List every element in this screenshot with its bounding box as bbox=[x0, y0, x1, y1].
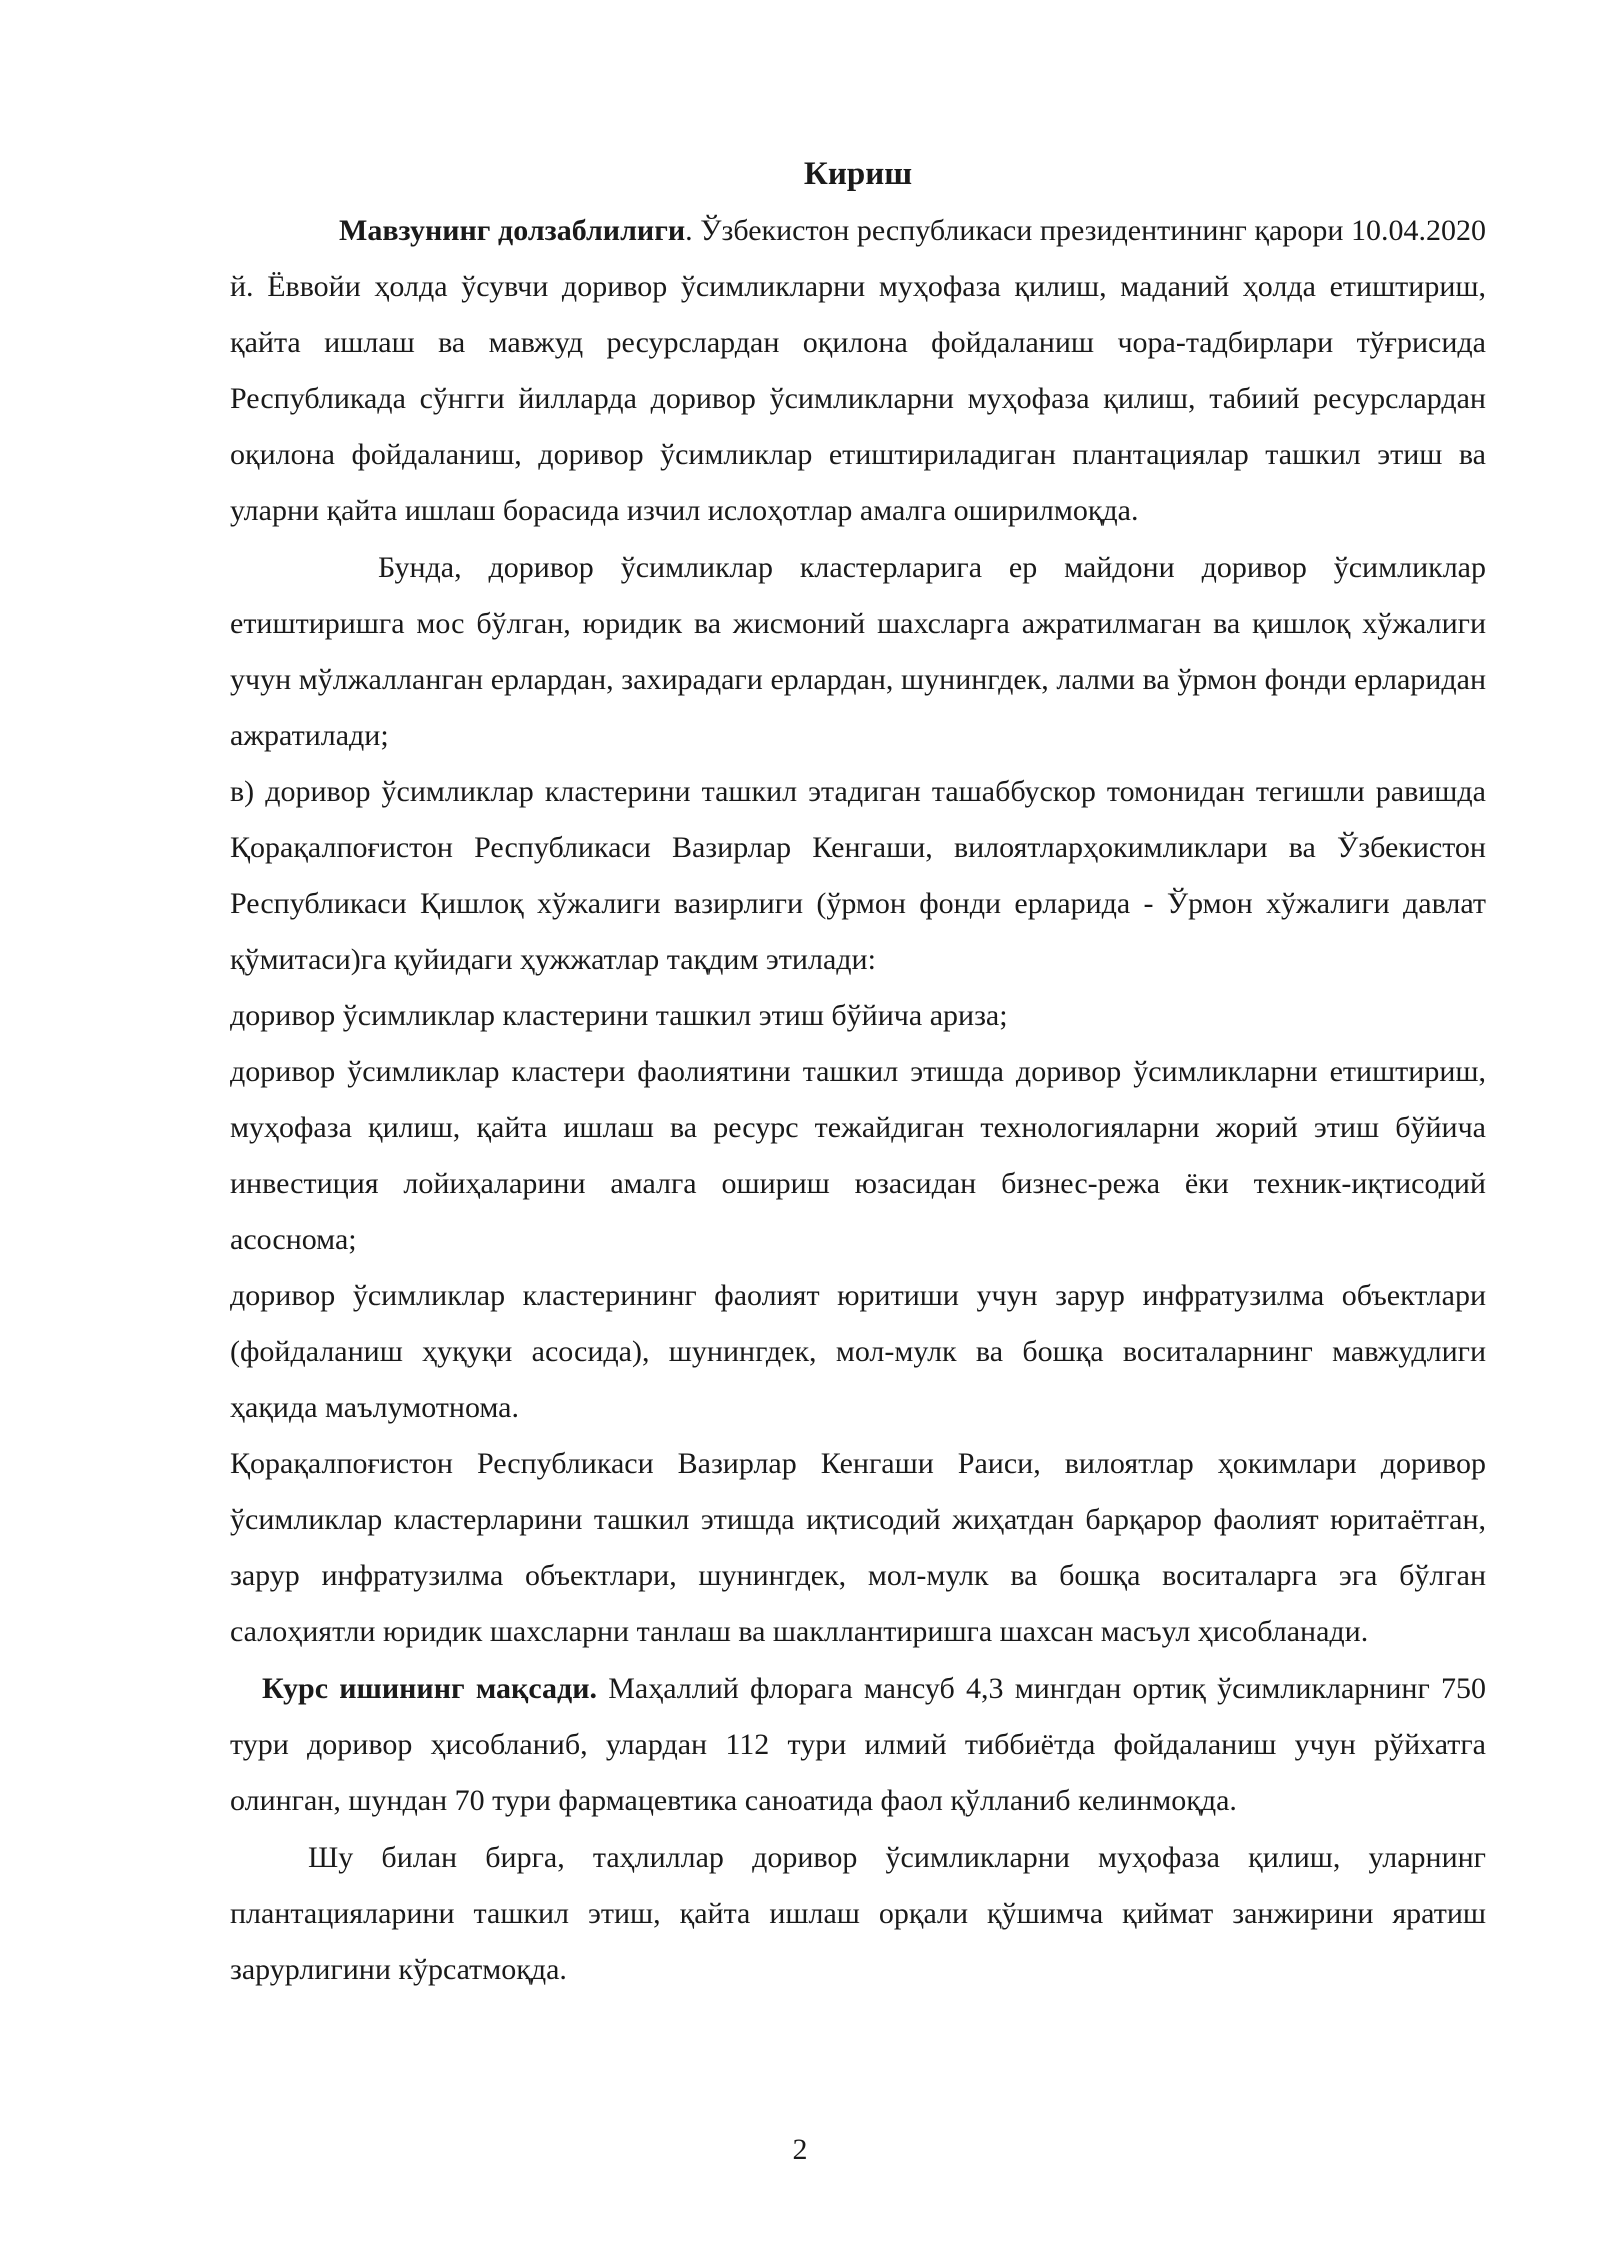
paragraph-course-goal bbox=[230, 1661, 1486, 1829]
page-title: Кириш bbox=[803, 156, 913, 192]
page-content bbox=[230, 148, 1486, 1998]
paragraph-text: Маҳаллий флорага мансуб 4,3 мингдан ортиқ ўсимликларнинг 750 тури доривор ҳисобланиб, улардан 112 тури илмий тиббиётда фойдаланиш учун рўйхатга олинган, шундан 70 тури фармацевтика саноатида фаол қўлланиб келинмоқда. bbox=[230, 1672, 1486, 1817]
paragraph-responsibility: Қорақалпоғистон Республикаси Вазирлар Кенгаши Раиси, вилоятлар ҳокимлари доривор ўсимликлар кластерларини ташкил этишда иқтисодий жиҳатдан барқарор фаолият юритаётган, зарур инфратузилма объектлари, шунингдек, мол-мулк ва бошқа воситаларга эга бўлган салоҳиятли юридик шахсларни танлаш ва шакллантиришга шахсан масъул ҳисобланади. bbox=[230, 1447, 1486, 1648]
paragraph-documents-submission: в) доривор ўсимликлар кластерини ташкил этадиган ташаббускор томонидан тегишли равишда Қорақалпоғистон Республикаси Вазирлар Кенгаши, вилоятларҳокимликлари ва Ўзбекистон Республикаси Қишлоқ хўжалиги вазирлиги (ўрмон фонди ерларида - Ўрмон хўжалиги давлат қўмитаси)га қуйидаги ҳужжатлар тақдим этилади: bbox=[230, 775, 1486, 976]
paragraph-land-allocation: Бунда, доривор ўсимликлар кластерларига ер майдони доривор ўсимликлар етиштиришга мос бўлган, юридик ва жисмоний шахсларга ажратилмаган ва қишлоқ хўжалиги учун мўлжалланган ерлардан, захирадаги ерлардан, шунингдек, лалми ва ўрмон фонди ерларидан ажратилади; bbox=[230, 551, 1486, 752]
list-item-infrastructure-reference: доривор ўсимликлар кластерининг фаолият юритиши учун зарур инфратузилма объектлари (фойдаланиш ҳуқуқи асосида), шунингдек, мол-мулк ва бошқа воситаларнинг мавжудлиги ҳақида маълумотнома. bbox=[230, 1279, 1486, 1424]
list-item-application: доривор ўсимликлар кластерини ташкил этиш бўйича ариза; bbox=[230, 999, 1008, 1032]
paragraph-relevance bbox=[230, 203, 1486, 539]
paragraph-text: . Ўзбекистон республикаси президентининг қарори 10.04.2020 й. Ёввойи ҳолда ўсувчи доривор ўсимликларни муҳофаза қилиш, маданий ҳолда етиштириш, қайта ишлаш ва мавжуд ресурслардан оқилона фойдаланиш чора-тадбирлари тўғрисида Республикада сўнгги йилларда доривор ўсимликларни муҳофаза қилиш, табиий ресурслардан оқилона фойдаланиш, доривор ўсимликлар етиштириладиган плантациялар ташкил этиш ва уларни қайта ишлаш борасида изчил ислоҳотлар амалга оширилмоқда. bbox=[230, 214, 1487, 527]
paragraph-lead-relevance: Мавзунинг долзаблилиги bbox=[339, 214, 686, 247]
paragraph-analysis: Шу билан бирга, таҳлиллар доривор ўсимликларни муҳофаза қилиш, уларнинг плантацияларини ташкил этиш, қайта ишлаш орқали қўшимча қиймат занжирини яратиш зарурлигини кўрсатмоқда. bbox=[230, 1841, 1486, 1986]
list-item-business-plan: доривор ўсимликлар кластери фаолиятини ташкил этишда доривор ўсимликларни етиштириш, муҳофаза қилиш, қайта ишлаш ва ресурс тежайдиган технологияларни жорий этиш бўйича инвестиция лойиҳаларини амалга ошириш юзасидан бизнес-режа ёки техник-иқтисодий асоснома; bbox=[230, 1055, 1486, 1256]
paragraph-lead-course-goal: Курс ишининг мақсади. bbox=[262, 1672, 597, 1705]
page-number: 2 bbox=[792, 2133, 808, 2166]
